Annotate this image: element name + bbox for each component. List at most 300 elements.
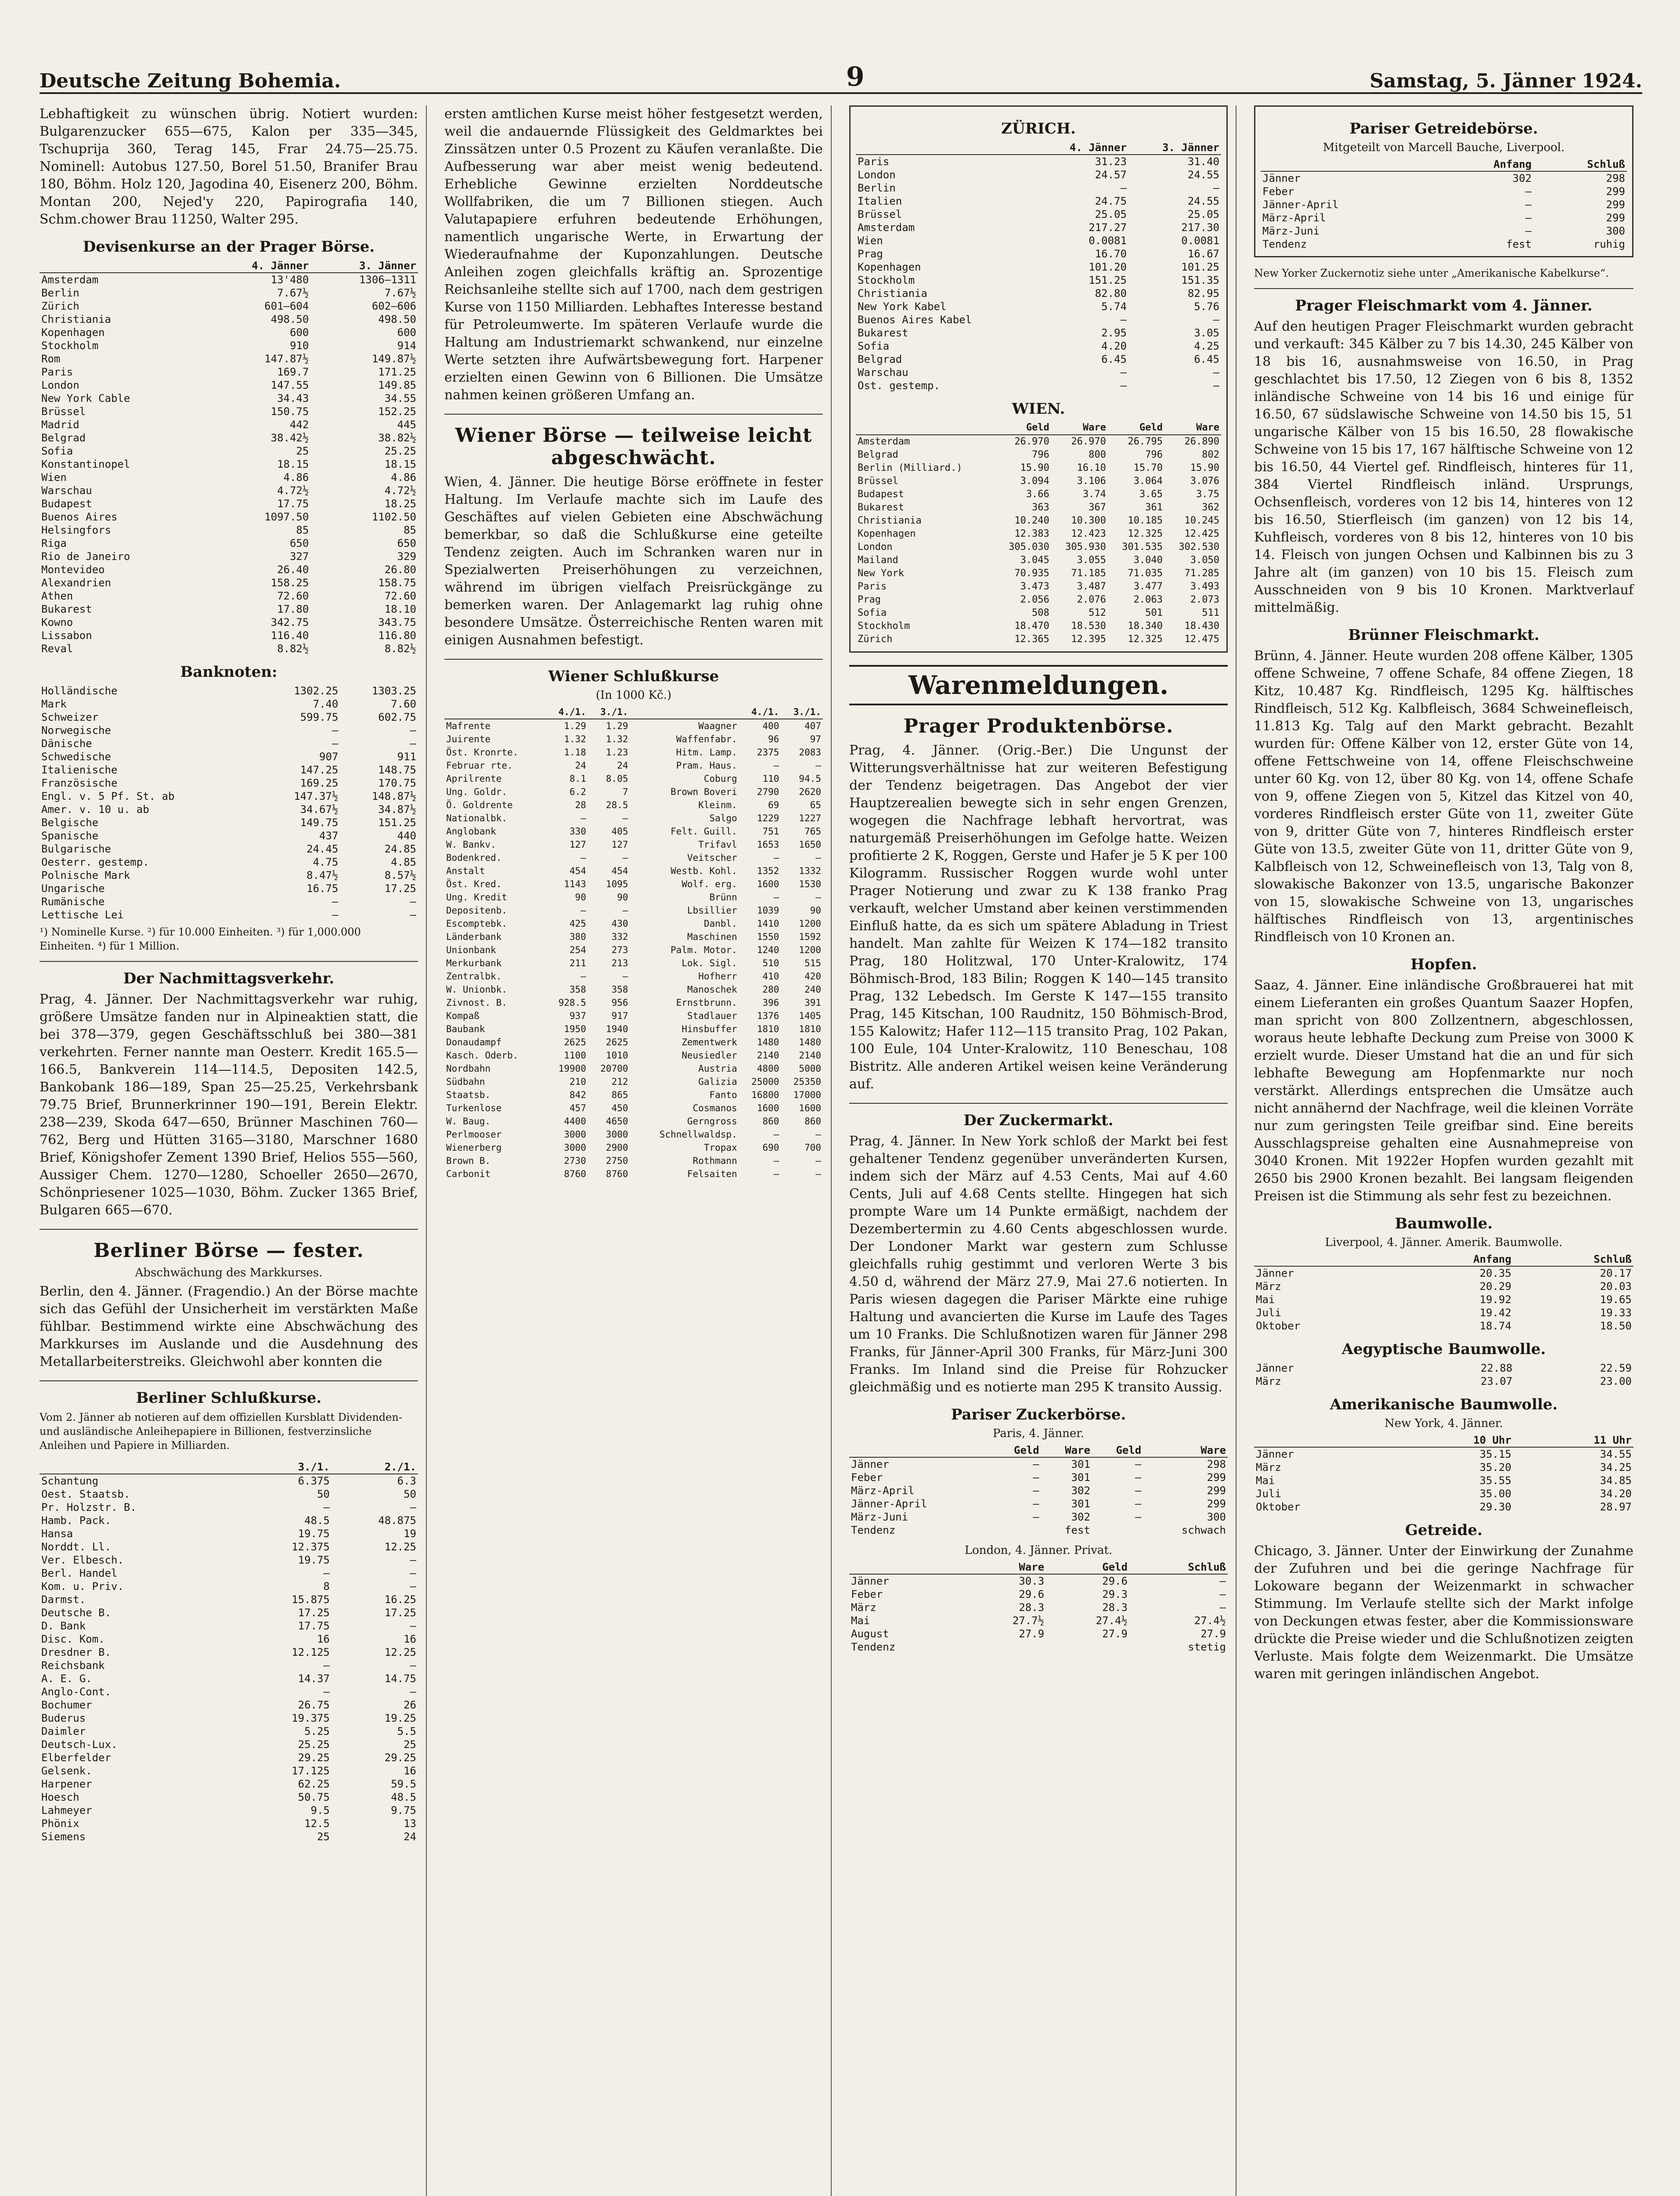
table-header-cell (40, 1460, 245, 1474)
table-cell: Reichsbank (41, 1659, 105, 1672)
table-cell: 27.9 (1102, 1628, 1128, 1640)
table-cell: 4.85 (391, 856, 416, 868)
table-cell: — (323, 1686, 330, 1698)
header-right: Samstag, 5. Jänner 1924. (1370, 70, 1642, 92)
table-cell: 454 (611, 866, 628, 876)
table-cell: Feber (851, 1471, 883, 1484)
table-cell: Waffenfabr. (676, 734, 737, 744)
table-cell: 1200 (799, 918, 821, 929)
table-cell: 700 (804, 1142, 821, 1153)
aegypt-title: Aegyptische Baumwolle. (1341, 1340, 1546, 1358)
table-row (444, 996, 823, 1009)
table-cell: 16800 (751, 1090, 779, 1100)
table-cell: 442 (289, 419, 309, 431)
table-cell: 273 (611, 945, 628, 955)
table-cell: 12.365 (1014, 634, 1049, 645)
table-cell: Oktober (1256, 1320, 1301, 1332)
table-row (40, 1659, 418, 1672)
table-cell: 72.60 (277, 590, 309, 602)
table-header-cell: 4./1. (739, 705, 781, 719)
table-cell: A. E. G. (41, 1672, 92, 1685)
table-cell (1046, 1640, 1129, 1654)
table-cell: 16.25 (384, 1593, 416, 1606)
table-header-cell: 4. Jänner (203, 259, 311, 273)
table-cell: Rothmann (692, 1156, 737, 1166)
table-cell: New York (858, 568, 904, 579)
table-cell: 457 (569, 1103, 586, 1113)
table-row (40, 829, 418, 842)
table-cell: Alexandrien (41, 577, 111, 589)
table-header-cell: Ware (1164, 421, 1221, 435)
table-cell: — (1219, 1588, 1226, 1600)
table-cell: 1306—1311 (359, 274, 416, 286)
table-cell: 0.0081 (1089, 235, 1127, 247)
table-cell: — (1033, 1511, 1039, 1523)
table-cell: Stockholm (858, 274, 915, 286)
produkten-title: Prager Produktenbörse. (903, 715, 1174, 737)
table-cell: 407 (804, 721, 821, 731)
table-cell: 5000 (799, 1063, 821, 1074)
table-cell: 305.030 (1009, 542, 1049, 553)
table-cell: 332 (611, 932, 628, 942)
table-cell: Amsterdam (858, 221, 915, 234)
table-row (444, 1022, 823, 1036)
table-cell: 59.5 (391, 1778, 416, 1790)
table-cell: 110 (762, 773, 779, 784)
table-cell: 170.75 (378, 777, 416, 789)
table-row (40, 1751, 418, 1764)
table-row (444, 1049, 823, 1062)
table-cell: Rom (41, 353, 61, 365)
table-cell: 342.75 (270, 616, 309, 628)
table-row (1254, 1280, 1633, 1293)
table-cell: Jänner (851, 1458, 889, 1470)
table-cell: 1405 (799, 1011, 821, 1021)
banknoten-title: Banknoten: (180, 663, 278, 681)
table-cell: Lettische Lei (41, 909, 124, 921)
table-cell: 301 (1071, 1471, 1090, 1484)
table-cell: 16 (404, 1765, 416, 1777)
table-cell: Ost. gestemp. (858, 379, 940, 392)
table-cell: 18.10 (384, 603, 416, 615)
table-cell: Ung. Kredit (446, 892, 508, 903)
table-cell: 25.05 (1095, 208, 1127, 220)
table-cell: 1100 (564, 1050, 586, 1061)
table-cell: 1480 (757, 1037, 779, 1047)
table-row (444, 838, 823, 851)
table-cell: 19 (404, 1528, 416, 1540)
table-cell: 2.056 (1020, 594, 1049, 605)
table-row (40, 405, 418, 418)
table-cell (1092, 1524, 1143, 1537)
table-cell: Holländische (41, 685, 118, 697)
table-row (1254, 1306, 1633, 1319)
table-cell: 48.5 (304, 1514, 330, 1527)
ny-note: New Yorker Zuckernotiz siehe unter „Amerikanische Kabelkurse“. (1254, 267, 1609, 279)
table-cell: 24.45 (306, 843, 339, 855)
table-row (856, 475, 1221, 488)
table-cell: Norwegische (41, 724, 111, 737)
table-row (40, 684, 418, 697)
table-cell: 210 (569, 1076, 586, 1087)
table-row (856, 155, 1221, 168)
table-cell: 24.55 (1187, 195, 1219, 207)
table-cell: — (1120, 314, 1127, 326)
table-cell: Reval (41, 643, 73, 655)
col1-intro: Lebhaftigkeit zu wünschen übrig. Notiert wurden: Bulgarenzucker 655—675, Kalon per 335—345, Tschuprija 360, Terag 145, Frar 24.75—25.75. Nominell: Autobus 127.50, Borel 51.50, Branifer Brau 180, Böhm. Holz 120, Jagodina 40, Eisenerz 200, Böhm. Montan 200, Nejed'y 220, Papirografia 140, Schm.chower Brau 11250, Walter 295. (40, 106, 418, 227)
table-cell: 22.59 (1600, 1362, 1632, 1374)
table-row (40, 1804, 418, 1817)
table-cell (963, 1640, 1046, 1654)
table-cell: 0.0081 (1181, 235, 1219, 247)
table-cell: Anglobank (446, 826, 496, 837)
table-cell: 24.75 (1095, 195, 1127, 207)
table-cell: 3.040 (1133, 555, 1163, 566)
table-row (40, 431, 418, 444)
table-cell: 3.094 (1020, 476, 1049, 487)
wien-devisen-table (856, 421, 1221, 646)
table-cell: — (1033, 1471, 1039, 1484)
table-cell: fest (1506, 238, 1532, 250)
table-cell: 29.25 (298, 1752, 330, 1764)
table-cell: 72.60 (384, 590, 416, 602)
table-row (40, 750, 418, 763)
table-row (856, 287, 1221, 300)
table-cell: 3.75 (1196, 489, 1219, 500)
table-row (40, 711, 418, 724)
table-cell: 1810 (757, 1024, 779, 1034)
table-header-cell: 2./1. (332, 1460, 418, 1474)
table-cell: 35.00 (1479, 1488, 1511, 1500)
table-cell: Cosmanos (692, 1103, 737, 1113)
table-cell: 440 (397, 830, 416, 842)
table-cell: Nationalbk. (446, 813, 508, 824)
table-cell: März-April (1262, 212, 1326, 224)
table-row (40, 1725, 418, 1738)
table-cell: 12.325 (1128, 528, 1163, 539)
table-cell: 18.25 (384, 498, 416, 510)
table-row (444, 930, 823, 943)
table-row (40, 313, 418, 326)
table-row (40, 300, 418, 313)
pariser-getreide-table (1261, 158, 1627, 251)
table-cell: 4400 (564, 1116, 586, 1127)
table-cell: 302 (1071, 1484, 1090, 1497)
table-cell: Bukarest (858, 327, 908, 339)
table-cell: W. Unionbk. (446, 984, 508, 995)
table-row (856, 580, 1221, 593)
table-cell: 410 (762, 971, 779, 982)
table-cell: Maschinen (687, 932, 737, 942)
table-cell: 3000 (564, 1129, 586, 1140)
wien-schluss-table (444, 705, 823, 1181)
table-row (849, 1574, 1228, 1588)
table-cell: — (1525, 199, 1532, 211)
table-cell: Kopenhagen (858, 528, 916, 539)
table-cell: Mai (1256, 1474, 1275, 1487)
table-cell: 1600 (799, 1103, 821, 1113)
table-cell: 8760 (564, 1169, 586, 1179)
table-cell: 2625 (606, 1037, 628, 1047)
table-cell: 302 (1512, 172, 1532, 184)
table-cell: fest (1065, 1524, 1090, 1536)
table-cell: 362 (1202, 502, 1219, 513)
table-row (444, 1075, 823, 1088)
table-row (40, 642, 418, 655)
table-cell: 10.245 (1184, 515, 1219, 526)
table-row (40, 737, 418, 750)
table-row (40, 629, 418, 642)
table-cell: März (1256, 1280, 1281, 1293)
table-cell: Nordbahn (446, 1063, 491, 1074)
table-cell: 2620 (799, 787, 821, 797)
table-row (849, 1588, 1228, 1601)
table-cell: 1530 (799, 879, 821, 889)
pariser-zucker-table (849, 1444, 1228, 1537)
table-cell: Oesterr. gestemp. (41, 856, 149, 868)
table-cell: 147.55 (270, 379, 309, 391)
table-cell: 3000 (606, 1129, 628, 1140)
table-cell: 18.430 (1184, 621, 1219, 632)
table-cell: — (410, 724, 416, 737)
table-row (444, 759, 823, 772)
table-row (40, 1527, 418, 1540)
table-cell: 302.530 (1179, 542, 1219, 553)
table-cell: — (323, 1501, 330, 1513)
table-cell: 2.95 (1101, 327, 1127, 339)
table-cell: — (410, 1620, 416, 1632)
table-row (40, 816, 418, 829)
table-row (444, 1167, 823, 1181)
table-row (856, 620, 1221, 633)
zurich-box (849, 105, 1228, 653)
pariser-getreide-box (1254, 105, 1633, 257)
table-cell: 101.25 (1181, 261, 1219, 273)
table-cell: Kom. u. Priv. (41, 1580, 124, 1593)
table-cell: 34.20 (1600, 1488, 1632, 1500)
table-cell: Kasch. Oderb. (446, 1050, 519, 1061)
table-cell: Riga (41, 537, 67, 549)
table-cell: 90 (810, 905, 821, 916)
table-row (444, 798, 823, 812)
table-header-cell: 3./1. (781, 705, 823, 719)
table-cell: 212 (611, 1076, 628, 1087)
table-cell: Rio de Janeiro (41, 550, 130, 563)
table-cell: — (1219, 1601, 1226, 1614)
produkten-text: Prag, 4. Jänner. (Orig.-Ber.) Die Ungunst der Witterungsverhältnisse hat zur weiteren Befestigung der Tendenz beigetragen. Das Angebot der vier Hauptzerealien bewegte sich in sehr engen Grenzen, wogegen die Nachfrage lebhaft hervortrat, was naturgemäß Preiserhöhungen im Gefolge hatte. Weizen profitierte 2 K, Roggen, Gerste und Hafer je 5 K per 100 Kilogramm. Russischer Roggen wurde wohl unter Prager Notierung und zwar zu K 138 franko Prag verkauft, welcher Umstand aber keinen verstimmenden Einfluß hatte, da es sich um spätere Abladung in Triest handelt. Man zahlte für Weizen K 174—182 transito Prag, 180 Holitzwal, 170 Unter-Kralowitz, 174 Böhmisch-Brod, 183 Bilin; Roggen K 140—145 transito Prag, 132 Lebedsch. Im Gerste K 147—155 transito Prag, 145 Kitschan, 100 Raudnitz, 150 Böhmisch-Brod, 155 Kalowitz; Hafer 112—115 transito Prag, 102 Pakan, 100 Eule, 104 Unter-Kralowitz, 110 Beneschau, 108 Bistritz. Alle anderen Artikel weisen keine Veränderung auf. (849, 743, 1228, 1092)
table-cell: 16 (317, 1633, 330, 1645)
header-left: Deutsche Zeitung Bohemia. (40, 70, 341, 92)
table-cell: 3.477 (1133, 581, 1163, 592)
table-cell: Tropax (703, 1142, 737, 1153)
table-cell: Zürich (858, 634, 893, 645)
table-cell: Schnellwaldsp. (659, 1129, 737, 1140)
table-header-cell: Geld (1108, 421, 1164, 435)
london-zucker-table (849, 1560, 1228, 1654)
table-cell: Stockholm (41, 340, 99, 352)
hopfen-text: Saaz, 4. Jänner. Eine inländische Großbrauerei hat mit einem Lieferanten ein großes Quantum Saazer Hopfen, man spricht von 800 Zollzentnern, abgeschlossen, woraus heute lebhafte Deckung zum Preise von 3000 K erzielt wurde. Dieser Umstand hat die an und für sich lebhafte Bewegung am Hopfenmarkte nur noch verstärkt. Allerdings entsprechen die Umsätze auch nicht annähernd der Nachfrage, weil die kleinen Vorräte nur zum geringsten Teile greifbar sind. Eine bereits Ausschlagspreise gehalten eine Ausnahmepreise von 3040 Kronen. Mit 1922er Hopfen wurden gezahlt mit 2650 bis 2900 Kronen bezahlt. Bei langsam fleigenden Preisen ist die Stimmung als sehr fest zu bezeichnen. (1254, 978, 1633, 1204)
table-row (40, 1474, 418, 1488)
table-row (444, 970, 823, 983)
table-cell: Zentralbk. (446, 971, 502, 982)
table-cell: 8.05 (606, 773, 628, 784)
table-row (40, 1619, 418, 1633)
table-row (40, 869, 418, 882)
table-cell: 217.27 (1089, 221, 1127, 234)
wien-devisen-title: WIEN. (1012, 400, 1065, 418)
table-row (40, 790, 418, 803)
table-cell: 147.25 (300, 764, 339, 776)
table-header-cell (444, 705, 546, 719)
table-row (856, 221, 1221, 234)
table-header-cell: Schluß (1533, 158, 1627, 171)
divider (40, 961, 418, 962)
table-row (856, 527, 1221, 541)
table-row (40, 352, 418, 365)
table-cell: Tendenz (851, 1641, 896, 1653)
zucker-text: Prag, 4. Jänner. In New York schloß der Markt bei fest gehaltener Tendenz gegenüber unveränderten Kursen, indem sich der März auf 4.53 Cents, Mai auf 4.60 Cents, Juli auf 4.68 Cents stellte. Hingegen hat sich prompte Ware um 14 Punkte ermäßigt, nachdem der Dezembertermin zu 4.60 Cents abgeschlossen wurde. Der Londoner Markt war gestern zum Schlusse gleichfalls ruhig gestimmt und verloren Werte 3 bis 4.50 d, während der März 27.9, Mai 27.6 notierten. In Paris wiesen dagegen die Pariser Märkte eine ruhige Haltung und avancierten die Kurse im Laufe des Tages um 10 Franks. Die Schlußnotizen waren für Jänner 298 Franks, für Jänner-April 300 Franks, für März-Juni 300 Franks. Im Inland sind die Preise für Rohzucker gleichmäßig und es notierte man 295 K transito Aussig. (849, 1134, 1228, 1395)
table-cell: 300 (1207, 1511, 1226, 1523)
table-cell: 3.65 (1139, 489, 1163, 500)
table-cell: 151.25 (378, 816, 416, 829)
table-cell: 90 (575, 892, 586, 903)
table-cell: schwach (1181, 1524, 1226, 1536)
table-row (40, 616, 418, 629)
table-cell: 3.055 (1077, 555, 1106, 566)
table-cell: 171.25 (378, 366, 416, 378)
table-header-cell: Geld (1046, 1560, 1129, 1574)
table-row (40, 1501, 418, 1514)
table-header-cell: 3./1. (588, 705, 630, 719)
bruenner-text: Brünn, 4. Jänner. Heute wurden 208 offene Kälber, 1305 offene Schweine, 7 offene Schafe, 84 offene Ziegen, 18 Kitz, 10.487 Kg. Rindfleisch, 1295 Kg. hälftisches Rindfleisch, 512 Kg. Kalbfleisch, 3684 Schweinefleisch, 11.813 Kg. Talg auf den Markt gebracht. Bezahlt wurden für: Offene Kälber von 12, erster Güte von 14, offene Fettschweine von 14, offene Fleischschweine unter 60 Kg. von 12, über 80 Kg. von 14, offene Schafe von 9, offene Ziegen von 5, Kitzel das Kitzel von 40, vorderes Rindfleisch erster Güte von 11, zweiter Güte von 9, dritter Güte von 7, hinteres Rindfleisch erster Güte von 13.5, zweiter Güte von 11, dritter Güte von 9, Kalbfleisch von 12, Schweinefleisch von 13, Talg von 8, slowakische Bakonzer von 13.5, ungarische Bakonzer von 15, slowakische Schweine von 13, ungarisches hälftisches Rindfleisch von 13, argentinisches Rindfleisch von 10 Kronen an. (1254, 648, 1633, 945)
table-cell: 400 (762, 721, 779, 731)
table-cell: Bulgarische (41, 843, 111, 855)
table-cell: Anglo-Cont. (41, 1686, 111, 1698)
table-cell: 3.473 (1020, 581, 1049, 592)
table-cell: — (410, 1686, 416, 1698)
table-cell: 363 (1032, 502, 1049, 513)
table-cell: 18.50 (1600, 1320, 1632, 1332)
table-cell: 430 (611, 918, 628, 929)
table-cell: 12.425 (1184, 528, 1219, 539)
table-row (856, 313, 1221, 326)
nachmittag-text: Prag, 4. Jänner. Der Nachmittagsverkehr war ruhig, größere Umsätze fanden nur in Alpineaktien statt, die bei 378—379, gegen Geschäftsschluß bei 380—381 verkehrten. Ferner nannte man Oesterr. Kredit 165.5—166.5, Bankverein 114—114.5, Depositen 142.5, Bankobank 186—189, Span 25—25.25, Verkehrsbank 79.75 Brief, Brunnerkrinner 190—191, Berein Elektr. 238—239, Skoda 647—650, Brünner Maschinen 760—762, Berg und Hütten 3165—3180, Marschner 1680 Brief, Königshofer Zement 1390 Brief, Helios 555—560, Aussiger Chem. 1270—1280, Schoeller 2650—2670, Schönpriesener 1025—1030, Böhm. Zucker 1365 Brief, Bulgaren 665—670. (40, 992, 418, 1218)
table-cell: 23.00 (1600, 1375, 1632, 1387)
table-cell: 10.300 (1071, 515, 1106, 526)
table-cell: 445 (397, 419, 416, 431)
table-cell: 169.25 (300, 777, 339, 789)
table-row (40, 1580, 418, 1593)
table-cell: 3.493 (1190, 581, 1219, 592)
table-cell: 19.92 (1479, 1293, 1511, 1306)
table-cell: 18.340 (1128, 621, 1163, 632)
table-cell: Norddt. Ll. (41, 1541, 111, 1553)
table-cell: 508 (1032, 607, 1049, 618)
table-row (856, 181, 1221, 195)
table-row (1261, 224, 1627, 238)
devisen-title: Devisenkurse an der Prager Börse. (83, 238, 375, 256)
pariser-zucker-sub: Paris, 4. Jänner. (992, 1427, 1085, 1440)
table-cell: Mai (851, 1614, 870, 1627)
table-cell: 169.7 (277, 366, 309, 378)
table-row (444, 904, 823, 917)
table-cell: — (773, 760, 779, 771)
table-cell: — (1213, 379, 1219, 392)
table-row (40, 724, 418, 737)
table-row (444, 957, 823, 970)
table-cell: 2790 (757, 787, 779, 797)
table-cell: Berl. Handel (41, 1567, 118, 1579)
table-row (1261, 171, 1627, 185)
table-cell: Juli (1256, 1488, 1281, 1500)
devisen-table (40, 259, 418, 655)
table-cell: 26.80 (384, 563, 416, 576)
table-cell: 38.82½ (378, 432, 416, 444)
table-cell: 5.76 (1194, 300, 1219, 313)
table-cell: 9.5 (310, 1804, 330, 1817)
table-cell: — (410, 1501, 416, 1513)
table-row (40, 1817, 418, 1830)
table-cell: 2900 (606, 1142, 628, 1153)
table-cell: 13 (404, 1817, 416, 1830)
table-cell: 910 (289, 340, 309, 352)
table-cell: Brüssel (41, 405, 86, 418)
table-cell: 26.970 (1071, 436, 1106, 447)
table-cell: London (41, 379, 79, 391)
table-cell: Juirente (446, 734, 491, 744)
table-cell: 14.75 (384, 1672, 416, 1685)
table-cell: 24 (617, 760, 628, 771)
table-row (856, 593, 1221, 607)
table-cell: — (332, 896, 339, 908)
table-cell: Felt. Guill. (671, 826, 737, 837)
table-cell: Ungarische (41, 882, 105, 895)
table-cell: 2.063 (1133, 594, 1163, 605)
table-cell: 1.18 (564, 747, 586, 758)
table-cell: — (580, 813, 586, 824)
table-row (444, 1102, 823, 1115)
table-cell: 2.073 (1190, 594, 1219, 605)
table-row (40, 842, 418, 856)
table-cell: 2375 (757, 747, 779, 758)
table-cell: Belgrad (858, 449, 898, 460)
table-row (1254, 1375, 1633, 1388)
table-cell: Donaudampf (446, 1037, 502, 1047)
table-cell: 50 (317, 1488, 330, 1500)
table-cell: Lissabon (41, 629, 92, 642)
table-row (40, 1606, 418, 1619)
table-cell: 16.75 (306, 882, 339, 895)
table-row (40, 697, 418, 711)
table-cell: 1240 (757, 945, 779, 955)
table-row (444, 825, 823, 838)
page-number: 9 (846, 61, 865, 92)
table-cell: 12.423 (1071, 528, 1106, 539)
table-cell: 25.25 (298, 1738, 330, 1751)
table-cell: 28.3 (1019, 1601, 1045, 1614)
table-row (849, 1484, 1228, 1497)
table-cell: 3000 (564, 1142, 586, 1153)
table-cell: ruhig (1593, 238, 1625, 250)
table-cell: 31.40 (1187, 155, 1219, 168)
table-cell: Spanische (41, 830, 99, 842)
table-cell: 149.75 (300, 816, 339, 829)
table-row (40, 563, 418, 576)
table-cell: Kowno (41, 616, 73, 628)
table-cell: Mafrente (446, 721, 491, 731)
table-cell: Südbahn (446, 1076, 485, 1087)
table-cell: 1950 (564, 1024, 586, 1034)
